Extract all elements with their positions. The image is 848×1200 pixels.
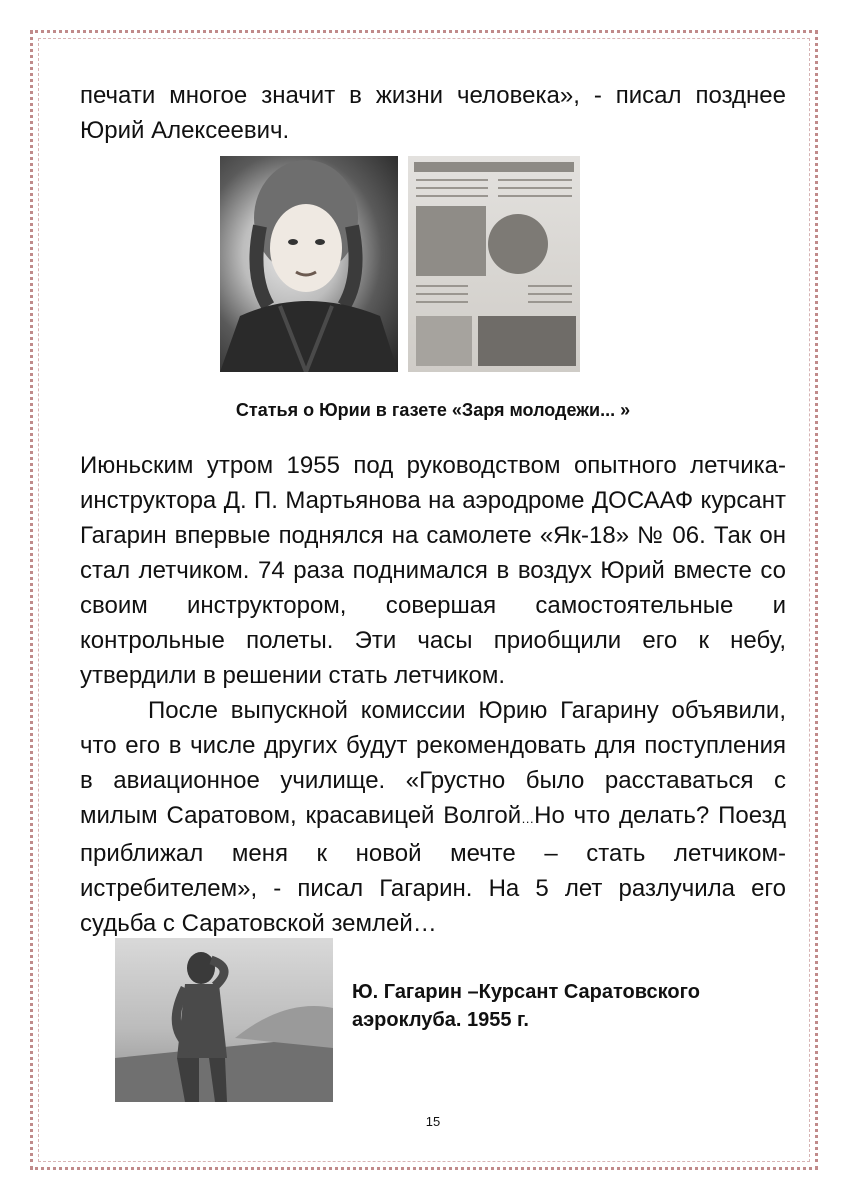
page-number: 15 [425,1114,441,1129]
opening-paragraph: печати многое значит в жизни человека», - писал позднее Юрий Алексеевич. [80,82,786,144]
paragraph-2-start: После выпускной комиссии Юрию Гагарину объявили, что его в числе других будут рекомендовать для поступления в авиационное училище. «Грустно было расставаться с милым Саратовом, красавицей Волгой [80,697,786,829]
body-text [80,448,786,941]
cadet-illustration [115,938,333,1102]
portrait-illustration [220,156,398,372]
paragraph-2-end: Но что делать? Поезд приближал меня к новой мечте – стать летчиком-истребителем», - писал Гагарин. На 5 лет разлучила его судьба с Саратовской землей… [80,802,786,937]
newspaper-clipping-photo [408,156,580,372]
page-content [80,78,786,1129]
figure-1-caption: Статья о Юрии в газете «Заря молодежи... » [235,400,631,420]
paragraph-2 [80,693,786,941]
gagarin-cadet-photo [115,938,333,1102]
paragraph-1: Июньским утром 1955 под руководством опытного летчика-инструктора Д. П. Мартьянова на аэродроме ДОСААФ курсант Гагарин впервые поднялся на самолете «Як-18» № 06. Так он стал летчиком. 74 раза поднимался в воздух Юрий вместе со своим инструктором, совершая самостоятельные и контрольные полеты. Эти часы приобщили его к небу, утвердили в решении стать летчиком. [80,452,786,689]
figure-2-caption: Ю. Гагарин –Курсант Саратовского аэроклуба. 1955 г. [352,981,700,1031]
newspaper-illustration [408,156,580,372]
paragraph-2-ellipsis: … [521,811,535,826]
figure-1 [80,156,786,376]
gagarin-portrait-photo [220,156,398,372]
